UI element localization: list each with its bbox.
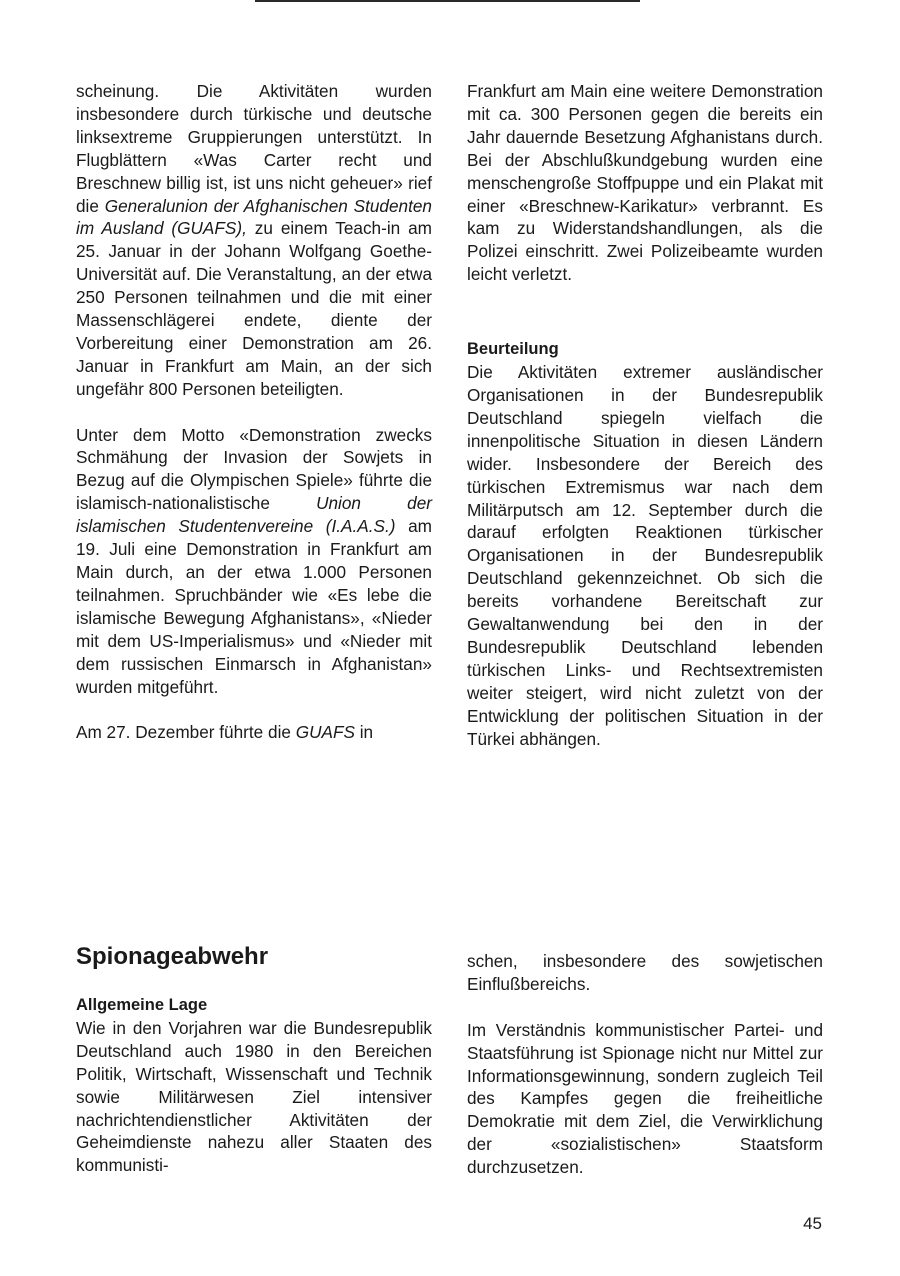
- text-run: am 19. Juli eine Demonstration in Frankfurt am Main durch, an der etwa 1.000 Personen teilnahmen. Spruchbänder wie «Es lebe die islamische Bewegung Afghanistans», «Nieder mit dem US-Imperialismus» und «Nieder mit dem russischen Einmarsch in Afghanistan» wurden mitgeführt.: [76, 516, 433, 697]
- paragraph-guafs-teach-in: [76, 80, 432, 401]
- right-column-top: [467, 80, 823, 750]
- text-run: Unter dem Motto «Demonstration zwecks Schmähung der Invasion der Sowjets in Bezug auf die Olympischen Spiele» führte die islamisch-nationalistische: [76, 424, 432, 514]
- top-rule: [255, 0, 640, 2]
- paragraph-beurteilung: Die Aktivitäten extremer ausländischer Organisationen in der Bundesrepublik Deutschland spiegeln vielfach die innenpolitische Situation in diesen Ländern wider. Insbesondere der Bereich des türkischen Extremismus war nach dem Militärputsch am 12. September durch die darauf erfolgten Reaktionen türkischer Organisationen in der Bundesrepublik Deutschland gekennzeichnet. Ob sich die bereits vorhandene Bereitschaft zur Gewaltanwendung bei den in der Bundesrepublik Deutschland lebenden türkischen Links- und Rechtsextremisten weiter steigert, wird nicht zuletzt von der Entwicklung der politischen Situation in der Türkei abhängen.: [467, 362, 823, 749]
- paragraph-einflussbereich: schen, insbesondere des sowjetischen Einflußbereichs.: [467, 951, 823, 994]
- paragraph-spionage-verstaendnis: Im Verständnis kommunistischer Partei- und Staatsführung ist Spionage nicht nur Mittel zur Informationsgewinnung, sondern zugleich Teil des Kampfes gegen die freiheitliche Demokratie mit dem Ziel, die Verwirklichung der «sozialistischen» Staatsform durchzusetzen.: [467, 1019, 823, 1178]
- paragraph-december: [76, 721, 432, 744]
- paragraph-frankfurt-demonstration: Frankfurt am Main eine weitere Demonstration mit ca. 300 Personen gegen die bereits ein Jahr dauernde Besetzung Afghanistans durch. Bei der Abschlußkundgebung wurden eine menschengroße Stoffpuppe und ein Plakat mit einer «Breschnew-Karikatur» verbrannt. Es kam zu Widerstandshandlungen, als die Polizei einschritt. Zwei Polizeibeamte wurden leicht verletzt.: [467, 81, 823, 285]
- section-heading-spionageabwehr: Spionageabwehr: [76, 943, 269, 970]
- heading-allgemeine-lage: Allgemeine Lage: [76, 996, 208, 1014]
- text-run: scheinung. Die Aktivitäten wurden insbesondere durch türkische und deutsche linksextreme Gruppierungen unterstützt. In Flugblättern «Was Carter recht und Breschnew billig ist, ist uns nicht geheuer» rief die: [76, 81, 432, 216]
- left-column-bottom: [76, 942, 432, 1177]
- page-number: 45: [803, 1214, 822, 1233]
- org-abbrev-guafs: GUAFS: [295, 722, 355, 743]
- left-column-top: [76, 80, 432, 744]
- heading-beurteilung: Beurteilung: [467, 340, 559, 359]
- text-run: zu einem Teach-in am 25. Januar in der Johann Wolfgang Goethe-Universität auf. Die Veranstaltung, an der etwa 250 Personen teilnahmen und die mit einer Massenschlägerei endete, diente der Vorbereitung einer Demonstration am 26. Januar in Frankfurt am Main, an der sich ungefähr 800 Personen beteiligten.: [76, 218, 432, 399]
- paragraph-iaas-demonstration: [76, 424, 432, 699]
- text-run: in: [354, 722, 374, 743]
- paragraph-allgemeine-lage: Wie in den Vorjahren war die Bundesrepublik Deutschland auch 1980 in den Bereichen Politik, Wirtschaft, Wissenschaft und Technik sowie Militärwesen Ziel intensiver nachrichtendienstlicher Aktivitäten der Geheimdienste nahezu aller Staaten des kommunisti-: [76, 1017, 432, 1176]
- text-run: Am 27. Dezember führte die: [76, 722, 296, 743]
- org-name-iaas: Union der islamischen Studentenvereine (I.A.A.S.): [76, 493, 432, 537]
- right-column-bottom: [467, 950, 823, 1179]
- org-name-guafs: Generalunion der Afghanischen Studenten im Ausland (GUAFS),: [76, 195, 432, 239]
